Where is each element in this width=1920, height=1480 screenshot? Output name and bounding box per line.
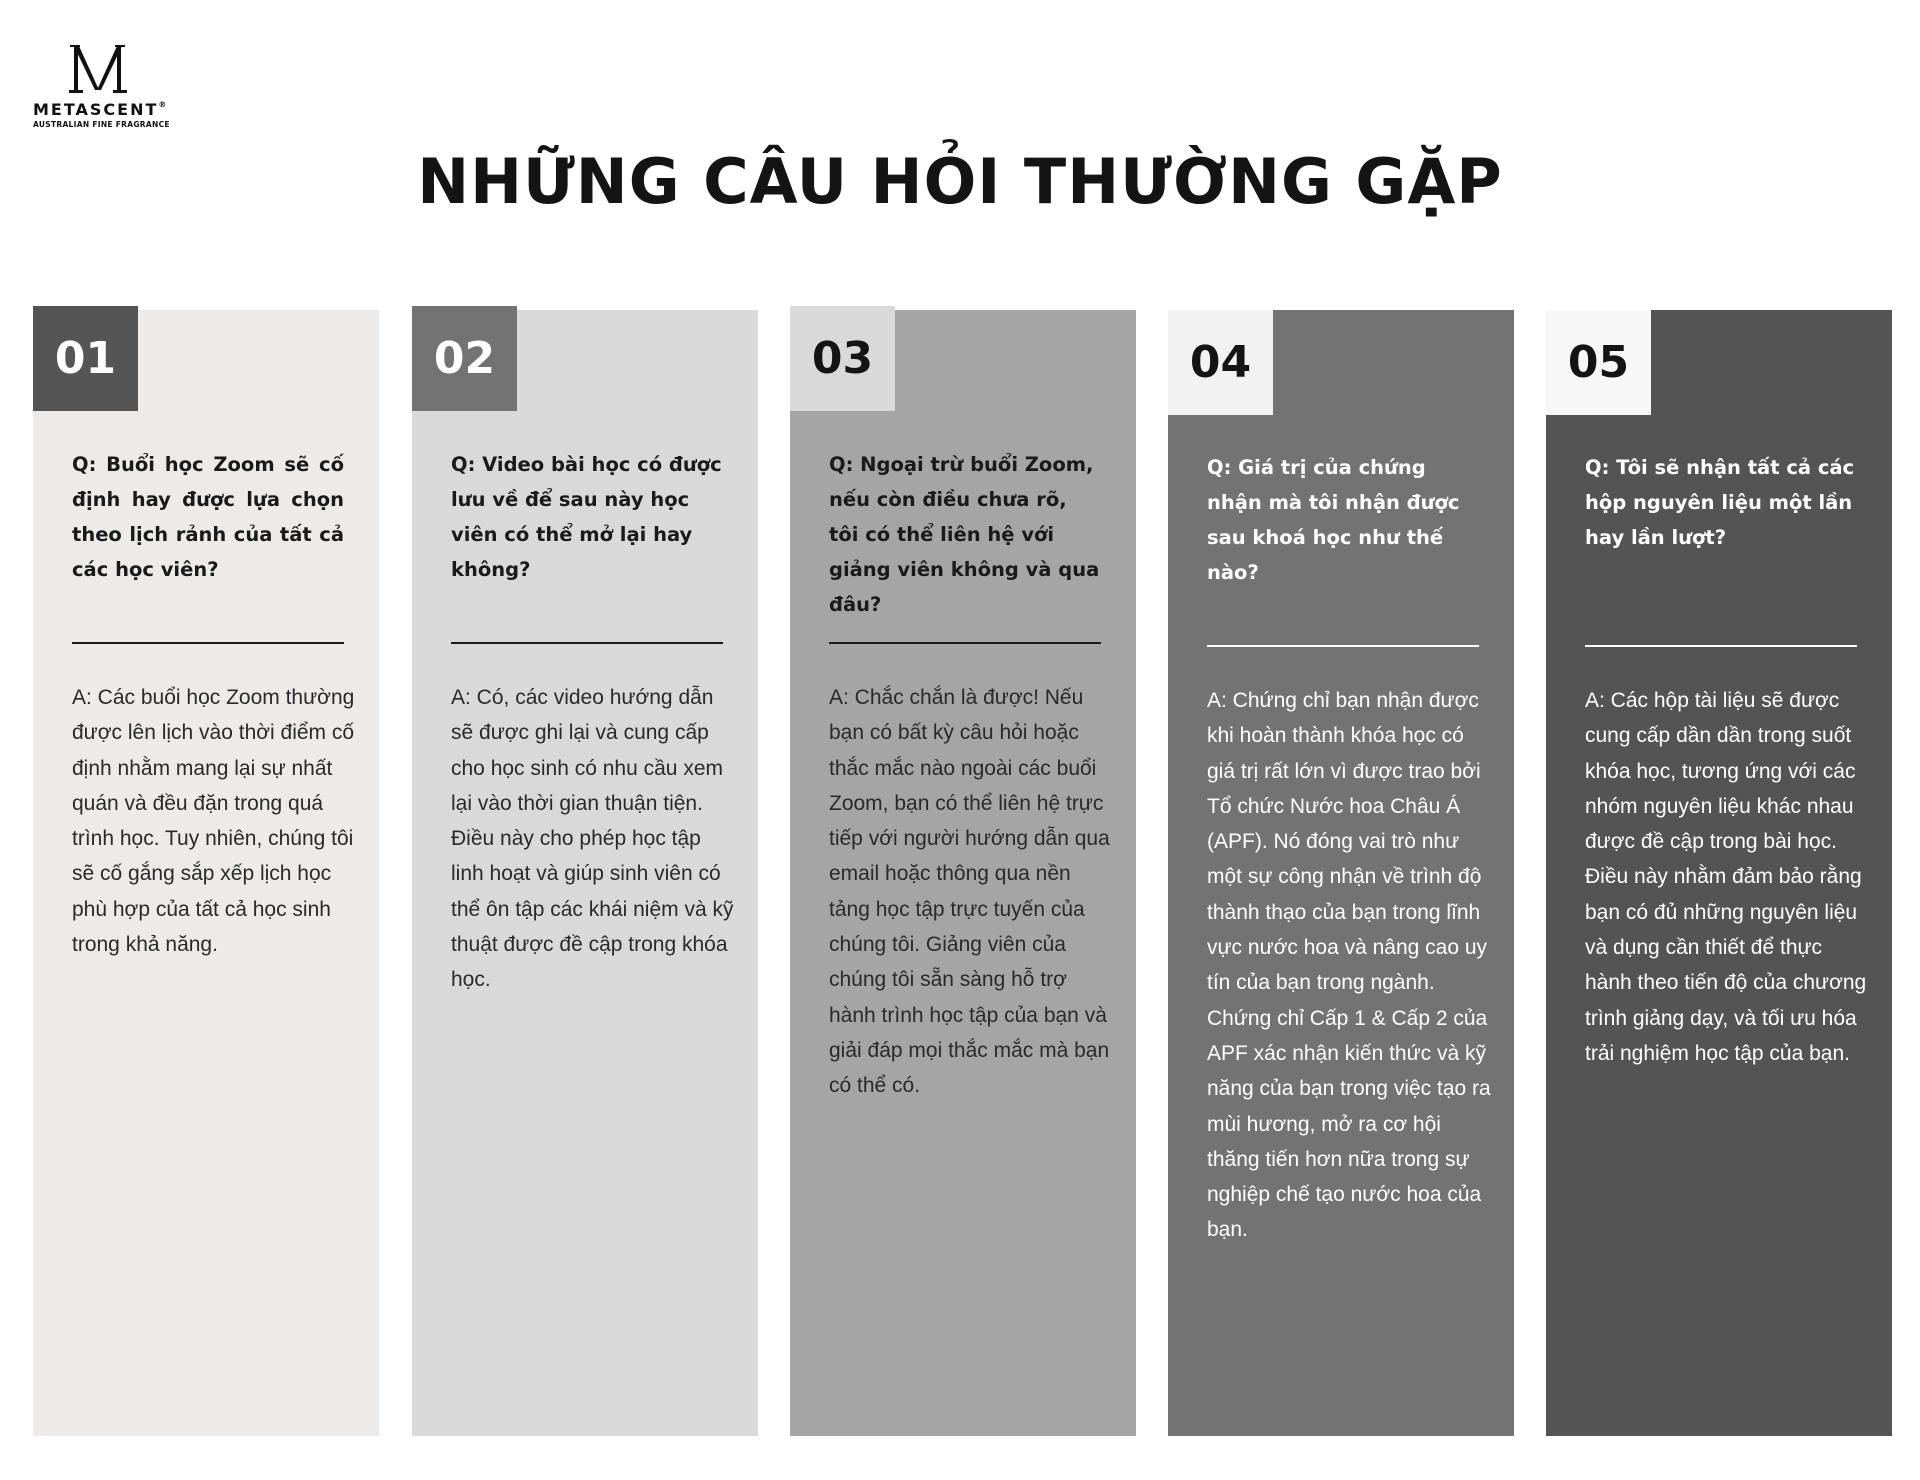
faq-card-03 [790, 310, 1136, 1436]
faq-divider [1207, 645, 1479, 647]
faq-answer: A: Các buổi học Zoom thường được lên lịch vào thời điểm cố định nhằm mang lại sự nhất quán và đều đặn trong quá trình học. Tuy nhiên, chúng tôi sẽ cố gắng sắp xếp lịch học phù hợp của tất cả học sinh trong khả năng. [72, 686, 355, 957]
faq-question: Q: Giá trị của chứng nhận mà tôi nhận được sau khoá học như thế nào? [1207, 456, 1460, 584]
faq-answer: A: Có, các video hướng dẫn sẽ được ghi lại và cung cấp cho học sinh có nhu cầu xem lại vào thời gian thuận tiện. Điều này cho phép học tập linh hoạt và giúp sinh viên có thể ôn tập các khái niệm và kỹ thuật được đề cập trong khóa học. [451, 686, 734, 992]
brand-name: METASCENT® [33, 100, 167, 119]
faq-card-04 [1168, 310, 1514, 1436]
faq-answer: A: Các hộp tài liệu sẽ được cung cấp dần dần trong suốt khóa học, tương ứng với các nhóm nguyên liệu khác nhau được đề cập trong bài học. Điều này nhằm đảm bảo rằng bạn có đủ những nguyên liệu và dụng cần thiết để thực hành theo tiến độ của chương trình giảng dạy, và tối ưu hóa trải nghiệm học tập của bạn. [1585, 689, 1867, 1065]
faq-card-01 [33, 310, 379, 1436]
faq-number: 05 [1546, 310, 1651, 415]
faq-question: Q: Video bài học có được lưu về để sau này học viên có thể mở lại hay không? [451, 453, 722, 581]
faq-divider [451, 642, 723, 644]
faq-answer: A: Chắc chắn là được! Nếu bạn có bất kỳ câu hỏi hoặc thắc mắc nào ngoài các buổi Zoom, bạn có thể liên hệ trực tiếp với người hướng dẫn qua email hoặc thông qua nền tảng học tập trực tuyến của chúng tôi. Giảng viên của chúng tôi sẵn sàng hỗ trợ hành trình học tập của bạn và giải đáp mọi thắc mắc mà bạn có thể có. [829, 686, 1110, 1098]
faq-card-05 [1546, 310, 1892, 1436]
faq-divider [1585, 645, 1857, 647]
faq-divider [72, 642, 344, 644]
faq-number: 02 [412, 306, 517, 411]
faq-question: Q: Tôi sẽ nhận tất cả các hộp nguyên liệu một lần hay lần lượt? [1585, 456, 1855, 549]
faq-divider [829, 642, 1101, 644]
faq-number: 01 [33, 306, 138, 411]
faq-number: 04 [1168, 310, 1273, 415]
metascent-m-logo-icon [68, 44, 128, 96]
faq-answer: A: Chứng chỉ bạn nhận được khi hoàn thành khóa học có giá trị rất lớn vì được trao bởi Tổ chức Nước hoa Châu Á (APF). Nó đóng vai trò như một sự công nhận về trình độ thành thạo của bạn trong lĩnh vực nước hoa và nâng cao uy tín của bạn trong ngành. Chứng chỉ Cấp 1 & Cấp 2 của APF xác nhận kiến thức và kỹ năng của bạn trong việc tạo ra mùi hương, mở ra cơ hội thăng tiến hơn nữa trong sự nghiệp chế tạo nước hoa của bạn. [1207, 689, 1491, 1242]
faq-number: 03 [790, 306, 895, 411]
faq-question: Q: Buổi học Zoom sẽ cố định hay được lựa chọn theo lịch rảnh của tất cả các học viên? [72, 453, 344, 581]
brand-logo [33, 44, 183, 129]
brand-tagline: AUSTRALIAN FINE FRAGRANCE [33, 120, 170, 129]
faq-card-02 [412, 310, 758, 1436]
faq-question: Q: Ngoại trừ buổi Zoom, nếu còn điều chưa rõ, tôi có thể liên hệ với giảng viên không và qua đâu? [829, 453, 1100, 616]
page-title: NHỮNG CÂU HỎI THƯỜNG GẶP [417, 145, 1503, 218]
